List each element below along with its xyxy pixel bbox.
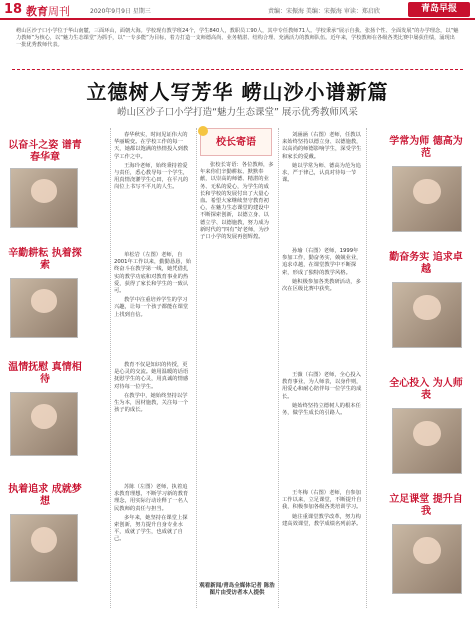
- text-paragraph: 春华秋实，时间见证伟大的华丽蜕变。在学校工作的每一天，她都以饱满的热情投入到教学工作之中。: [114, 132, 189, 160]
- teacher-photo-5: [392, 166, 462, 232]
- teacher-photo-4: [10, 514, 78, 582]
- headline: 立德树人写芳华 崂山沙小谱新篇: [86, 80, 389, 104]
- principal-message: 张校长寄语：各位教师，多年来你们辛勤耕耘、默默奉献，以崇高的师德、精湛的业务、无私的爱心，为学生的成长和学校的发展付出了大量心血。希望大家继续坚守教育初心，在魅力生态课堂的建设中不断探索创新，以德立身、以德立学、以德施教，努力成为新时代的“四有”好老师，为沙子口小学的发展再创辉煌。: [200, 162, 274, 241]
- teacher-photo-7: [392, 408, 462, 474]
- text-paragraph: 多年来，她坚持在课堂上探索创新，努力提升自身专业水平，成就了学生，也成就了自己。: [114, 514, 188, 543]
- page-header: [0, 0, 475, 20]
- teacher-tag-4: 执着追求 成就梦想: [8, 484, 82, 507]
- teacher-text-2: [114, 252, 192, 352]
- text-paragraph: 王薇（右图）老师，全心投入教育事业，为人师表，以身作则，用爱心和耐心陪伴每一位学生的成长。: [282, 372, 362, 400]
- text-paragraph: 在教学中，她始终坚持以学生为本，因材施教，关注每一个孩子的成长。: [114, 392, 189, 414]
- intro-paragraph: 崂山区沙子口小学位于华山南麓，三面环山，面朝大海。学校现有教学班24个，学生840人，教职员工90人，其中专任教师71人。学校秉承“展示自我、张扬个性、全面发展”的办学理念，以“魅力教师”为核心，以“魅力生态课堂”为抓手，以“一专多能”为目标，着力打造一支师德高尚、业务精湛、结构合理、充满活力的教师队伍。近年来，学校教师在各级各类比赛中屡获佳绩，涌现出一批优秀教师代表。: [12, 28, 463, 70]
- teacher-tag-7: 全心投入 为人师表: [389, 378, 463, 401]
- teacher-text-4: [114, 484, 192, 594]
- text-paragraph: 她始终坚持立德树人的根本任务，做学生成长的引路人。: [282, 402, 361, 417]
- section-subtitle: 周刊: [48, 5, 70, 18]
- text-paragraph: 刘涵涵（右图）老师，任教以来始终坚持以德立身、以德施教，以高尚的师德影响学生，深受学生和家长的爱戴。: [282, 132, 362, 160]
- teacher-photo-1: [10, 168, 78, 228]
- teacher-text-6: [282, 248, 362, 366]
- photo-credit: 观看新闻/青岛全媒体记者 陈浩 图片由受访者本人提供: [199, 583, 275, 596]
- teacher-text-8: [282, 490, 362, 602]
- text-paragraph: 孙瑜（右图）老师，1999年参加工作，勤奋务实，兢兢业业，追求卓越，在课堂教学中不断探索，形成了独特的教学风格。: [282, 248, 362, 276]
- teacher-photo-6: [392, 282, 462, 348]
- teacher-text-3: [114, 362, 192, 472]
- issue-date: 2020年9月9日 星期三: [90, 8, 151, 15]
- column-divider: [110, 128, 111, 608]
- newspaper-logo: 青岛早报: [408, 2, 470, 17]
- text-paragraph: 她以学常为师、德高为范为追求，严于律己，认真对待每一节课。: [282, 162, 361, 184]
- text-paragraph: 教学中注重培养学生的学习兴趣，让每一个孩子都能在课堂上找到自信。: [114, 297, 189, 318]
- column-divider: [196, 128, 197, 608]
- section-title: [26, 3, 70, 19]
- column-divider: [278, 128, 279, 608]
- teacher-tag-1: 以奋斗之姿 谱青春华章: [8, 140, 82, 163]
- editors-credit: 责编：宋振海 美编：宋振海 审读：郑启欣: [268, 8, 380, 15]
- teacher-photo-2: [10, 278, 78, 338]
- text-paragraph: 教育不仅是知识的传授，更是心灵的交流。她用温暖的话语抚慰学生的心灵，用真诚的情感对待每一位学生。: [114, 362, 189, 390]
- teacher-text-5: [282, 132, 362, 242]
- teacher-tag-8: 立足课堂 提升自我: [389, 494, 463, 517]
- text-paragraph: 王海玲老师，始终秉持着爱与责任，悉心教导每一个学生，用真情浇灌学生心田，在平凡的岗位上书写不平凡的人生。: [114, 162, 189, 191]
- principal-message-title: 校长寄语: [200, 128, 272, 156]
- text-paragraph: 单松岩（左图）老师，自2001年工作以来，勤勤恳恳，始终奋斗在教学第一线，她凭借扎实的教学功底和对教育事业的热爱，获得了家长和学生的一致认可。: [114, 252, 192, 295]
- teacher-tag-2: 辛勤耕耘 执着探索: [8, 248, 82, 271]
- teacher-text-7: [282, 372, 362, 482]
- teacher-tag-3: 温情抚慰 真情相待: [8, 362, 82, 385]
- teacher-tag-5: 学常为师 德高为范: [389, 136, 463, 159]
- text-paragraph: 王冬梅（右图）老师，自参加工作以来，立足课堂，不断提升自我，积极参加各级各类培训学习。: [282, 490, 362, 511]
- page-number: 18: [4, 2, 23, 17]
- text-paragraph: 苏陈（左图）老师，执着追求教育理想，不断学习新的教育理念，用实际行动诠释了一名人民教师的责任与担当。: [114, 484, 189, 512]
- teacher-photo-8: [392, 524, 462, 594]
- text-paragraph: 她积极参加各类教研活动，多次在区级比赛中获奖。: [282, 278, 361, 293]
- teacher-tag-6: 勤奋务实 追求卓越: [389, 252, 463, 275]
- section-name: 教育: [26, 5, 48, 18]
- teacher-text-1: [114, 132, 192, 250]
- teacher-photo-3: [10, 392, 78, 456]
- subheadline: 崂山区沙子口小学打造“魅力生态课堂” 展示优秀教师风采: [117, 107, 358, 118]
- column-divider: [366, 128, 367, 608]
- text-paragraph: 她注重课堂教学改革，努力构建高效课堂，教学成绩名列前茅。: [282, 513, 362, 527]
